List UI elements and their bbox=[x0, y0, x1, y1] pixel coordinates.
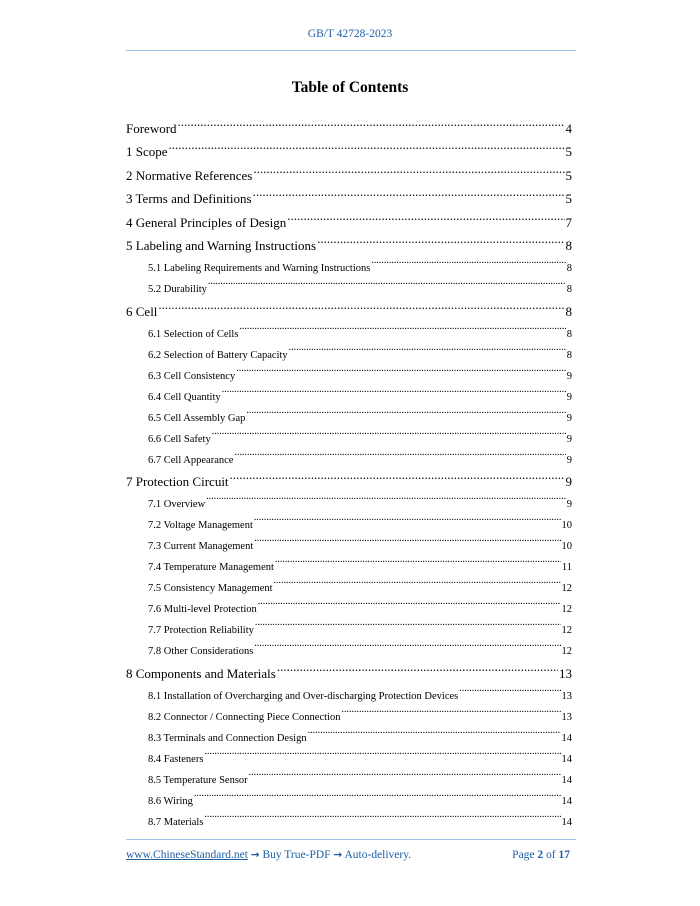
toc-entry-page-number: 14 bbox=[561, 753, 572, 765]
auto-delivery-text: Auto-delivery. bbox=[344, 849, 412, 861]
toc-dot-leader bbox=[249, 762, 561, 783]
toc-entry-page-number: 12 bbox=[561, 604, 572, 615]
toc-entry-label: 2 Normative References bbox=[126, 167, 253, 183]
toc-entry-page-number: 5 bbox=[565, 167, 572, 183]
toc-dot-leader bbox=[169, 133, 565, 157]
standard-code-header: GB/T 42728-2023 bbox=[307, 28, 393, 40]
toc-dot-leader bbox=[194, 783, 561, 804]
toc-entry-page-number: 14 bbox=[561, 816, 572, 828]
toc-entry-label: 7.1 Overview bbox=[148, 499, 206, 510]
toc-entry-page-number: 9 bbox=[566, 433, 572, 445]
arrow-right-icon: → bbox=[250, 849, 260, 861]
toc-entry-label: 8 Components and Materials bbox=[126, 665, 276, 681]
toc-dot-leader bbox=[255, 612, 561, 633]
toc-title: Table of Contents bbox=[291, 79, 409, 96]
toc-dot-leader bbox=[254, 528, 560, 549]
toc-dot-leader bbox=[158, 292, 564, 316]
toc-entry-label: 8.7 Materials bbox=[148, 816, 204, 828]
toc-dot-leader bbox=[178, 109, 565, 133]
toc-entry-page-number: 8 bbox=[566, 284, 572, 295]
toc-dot-leader bbox=[208, 271, 566, 292]
toc-list bbox=[126, 109, 572, 828]
toc-dot-leader bbox=[222, 379, 566, 400]
toc-entry-page-number: 8 bbox=[566, 263, 572, 274]
toc-entry-label: 6.2 Selection of Battery Capacity bbox=[148, 349, 288, 361]
toc-entry-label: 7.7 Protection Reliability bbox=[148, 625, 254, 636]
toc-dot-leader bbox=[230, 463, 565, 487]
toc-dot-leader bbox=[258, 591, 561, 612]
page-of-label: of bbox=[546, 849, 556, 861]
toc-entry-label: 4 General Principles of Design bbox=[126, 214, 287, 230]
toc-entry-label: 8.1 Installation of Overcharging and Over-discharging Protection Devices bbox=[148, 690, 459, 702]
toc-entry-page-number: 14 bbox=[561, 774, 572, 786]
toc-entry-page-number: 9 bbox=[565, 474, 572, 489]
toc-entry-label: 1 Scope bbox=[126, 144, 168, 159]
toc-entry-label: 8.2 Connector / Connecting Piece Connection bbox=[148, 711, 341, 723]
toc-entry-label: 5.1 Labeling Requirements and Warning Instructions bbox=[148, 263, 371, 274]
toc-entry-page-number: 12 bbox=[561, 625, 572, 636]
page-label: Page bbox=[512, 849, 535, 861]
toc-entry[interactable] bbox=[126, 292, 572, 319]
toc-entry-page-number: 4 bbox=[565, 120, 572, 136]
toc-dot-leader bbox=[253, 156, 564, 180]
toc-dot-leader bbox=[308, 720, 561, 741]
buy-true-pdf-text: Buy True-PDF bbox=[262, 849, 331, 861]
toc-dot-leader bbox=[246, 400, 565, 421]
arrow-right-icon: → bbox=[333, 849, 343, 861]
toc-entry-label: 6.4 Cell Quantity bbox=[148, 391, 221, 403]
toc-entry-page-number: 9 bbox=[566, 370, 572, 382]
toc-entry-label: 6.6 Cell Safety bbox=[148, 433, 211, 445]
toc-entry-label: 5.2 Durability bbox=[148, 284, 207, 295]
toc-entry-label: 7.6 Multi-level Protection bbox=[148, 604, 257, 615]
toc-entry[interactable] bbox=[126, 133, 572, 157]
page-indicator bbox=[512, 849, 570, 861]
toc-entry-label: 7 Protection Circuit bbox=[126, 474, 229, 489]
toc-entry-page-number: 8 bbox=[566, 328, 572, 340]
toc-entry-page-number: 9 bbox=[566, 454, 572, 466]
toc-entry-page-number: 9 bbox=[566, 499, 572, 510]
toc-entry-page-number: 5 bbox=[565, 144, 572, 159]
toc-entry-page-number: 14 bbox=[561, 795, 572, 807]
toc-dot-leader bbox=[253, 180, 565, 204]
toc-entry-label: 7.8 Other Considerations bbox=[148, 646, 254, 657]
toc-entry-label: 8.4 Fasteners bbox=[148, 753, 204, 765]
toc-entry-label: 6 Cell bbox=[126, 303, 158, 319]
toc-entry-page-number: 7 bbox=[565, 214, 572, 230]
toc-entry-label: 6.1 Selection of Cells bbox=[148, 328, 239, 340]
toc-dot-leader bbox=[317, 227, 564, 251]
toc-entry[interactable] bbox=[126, 156, 572, 183]
toc-entry-page-number: 8 bbox=[566, 349, 572, 361]
toc-entry-page-number: 14 bbox=[561, 732, 572, 744]
toc-entry-page-number: 12 bbox=[561, 583, 572, 594]
toc-entry-page-number: 8 bbox=[565, 303, 572, 319]
header-divider bbox=[126, 50, 576, 51]
toc-entry-label: 8.6 Wiring bbox=[148, 795, 193, 807]
site-link[interactable]: www.ChineseStandard.net bbox=[126, 849, 248, 861]
toc-dot-leader bbox=[212, 421, 566, 442]
toc-entry-label: 7.5 Consistency Management bbox=[148, 583, 273, 594]
footer-promo bbox=[126, 849, 411, 861]
toc-dot-leader bbox=[289, 337, 566, 358]
toc-dot-leader bbox=[287, 203, 564, 227]
toc-entry-label: 6.5 Cell Assembly Gap bbox=[148, 412, 246, 424]
toc-dot-leader bbox=[275, 549, 561, 570]
toc-entry-label: 7.3 Current Management bbox=[148, 541, 254, 552]
toc-entry-label: 6.3 Cell Consistency bbox=[148, 370, 236, 382]
toc-dot-leader bbox=[206, 486, 566, 507]
toc-entry-label: 5 Labeling and Warning Instructions bbox=[126, 238, 317, 253]
toc-dot-leader bbox=[239, 316, 565, 337]
toc-dot-leader bbox=[371, 250, 565, 271]
toc-entry-label: 6.7 Cell Appearance bbox=[148, 454, 234, 466]
toc-entry-page-number: 8 bbox=[565, 238, 572, 253]
toc-entry-page-number: 13 bbox=[561, 711, 572, 723]
toc-dot-leader bbox=[234, 442, 565, 463]
toc-entry[interactable] bbox=[126, 316, 572, 340]
toc-dot-leader bbox=[341, 699, 560, 720]
toc-entry-page-number: 13 bbox=[561, 690, 572, 702]
toc-dot-leader bbox=[204, 741, 560, 762]
toc-dot-leader bbox=[254, 507, 561, 528]
toc-dot-leader bbox=[459, 678, 560, 699]
toc-entry-page-number: 10 bbox=[561, 520, 572, 531]
toc-entry-page-number: 9 bbox=[566, 391, 572, 403]
toc-entry-page-number: 13 bbox=[559, 665, 572, 681]
toc-dot-leader bbox=[254, 633, 560, 654]
toc-dot-leader bbox=[274, 570, 561, 591]
toc-entry-label: 7.2 Voltage Management bbox=[148, 520, 253, 531]
toc-entry-label: Foreword bbox=[126, 120, 177, 136]
toc-dot-leader bbox=[204, 804, 560, 825]
page-total: 17 bbox=[558, 849, 570, 861]
toc-entry-page-number: 9 bbox=[566, 412, 572, 424]
toc-entry[interactable] bbox=[126, 109, 572, 136]
toc-entry-label: 8.5 Temperature Sensor bbox=[148, 774, 248, 786]
toc-entry-page-number: 11 bbox=[561, 562, 572, 573]
page-current: 2 bbox=[537, 849, 544, 861]
toc-entry-page-number: 5 bbox=[565, 191, 572, 206]
toc-entry-page-number: 10 bbox=[561, 541, 572, 552]
toc-entry-page-number: 12 bbox=[561, 646, 572, 657]
toc-entry-label: 3 Terms and Definitions bbox=[126, 191, 252, 206]
toc-dot-leader bbox=[236, 358, 566, 379]
toc-dot-leader bbox=[277, 654, 558, 678]
toc-entry-label: 8.3 Terminals and Connection Design bbox=[148, 732, 307, 744]
toc-entry-label: 7.4 Temperature Management bbox=[148, 562, 274, 573]
footer-divider bbox=[126, 839, 576, 840]
